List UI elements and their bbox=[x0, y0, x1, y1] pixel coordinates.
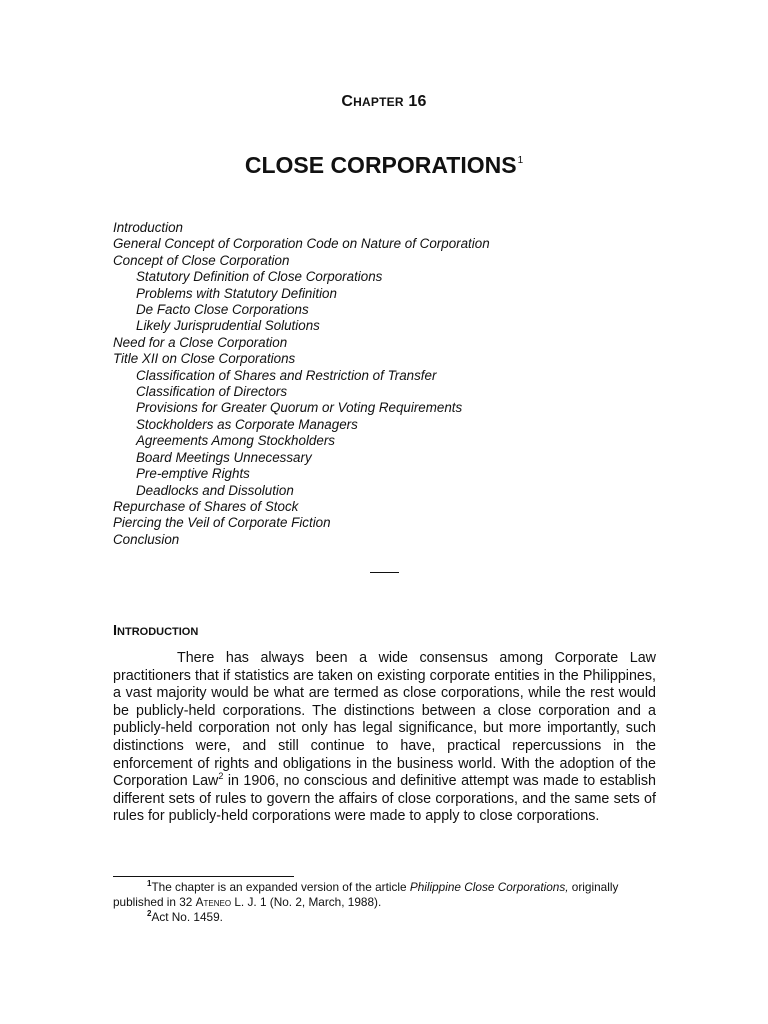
toc-entry: Need for a Close Corporation bbox=[113, 334, 288, 350]
intro-paragraph-part1: There has always been a wide consensus among Corporate Law practitioners that if statistics are taken on existing corporate entities in the Philippines, a vast majority would be what are termed as close corporations, while the rest would be publicly-held corporations. The distinctions between a close corporation and a publicly-held corporation not only has legal significance, but more importantly, such distinctions were, and still continue to have, practical repercussions in the enforcement of rights and obligations in the business world. With the adoption of the Corporation Law bbox=[113, 650, 656, 790]
section-divider bbox=[370, 572, 399, 573]
toc-entry: Likely Jurisprudential Solutions bbox=[136, 318, 320, 334]
section-heading-initial: I bbox=[113, 623, 118, 639]
footnote-1-text-c: L. J. 1 (No. 2, March, 1988). bbox=[231, 895, 382, 909]
toc-entry: Problems with Statutory Definition bbox=[136, 285, 337, 301]
toc-entry: Introduction bbox=[113, 220, 183, 235]
intro-paragraph bbox=[113, 650, 656, 826]
section-heading bbox=[113, 623, 198, 639]
footnote-rule bbox=[113, 876, 294, 877]
chapter-title-text: CLOSE CORPORATIONS bbox=[244, 152, 517, 178]
chapter-title bbox=[0, 152, 768, 179]
toc-entry: Conclusion bbox=[113, 531, 180, 547]
toc-entry: Provisions for Greater Quorum or Voting Requirements bbox=[136, 400, 463, 416]
toc-entry: Statutory Definition of Close Corporations bbox=[136, 269, 383, 285]
footnote-1-journal: Ateneo bbox=[195, 895, 232, 909]
toc-entry: Piercing the Veil of Corporate Fiction bbox=[113, 515, 331, 531]
footnote-1-article-title: Philippine Close Corporations, bbox=[409, 880, 569, 894]
footnote-1-text-b: originally published in 32 bbox=[113, 880, 619, 909]
table-of-contents bbox=[113, 220, 673, 548]
toc-entry: Classification of Shares and Restriction of Transfer bbox=[136, 367, 437, 383]
footnote-1 bbox=[113, 880, 656, 910]
footnotes bbox=[113, 880, 656, 925]
toc-entry: Agreements Among Stockholders bbox=[136, 433, 335, 449]
footnote-2-marker: 2 bbox=[147, 909, 152, 919]
footnote-1-text-a: The chapter is an expanded version of the article bbox=[151, 880, 410, 894]
chapter-number: 16 bbox=[408, 93, 427, 110]
chapter-label-initial: C bbox=[341, 93, 354, 110]
footnote-2-text: Act No. 1459. bbox=[151, 910, 223, 924]
toc-entry: Deadlocks and Dissolution bbox=[136, 482, 294, 498]
toc-entry: Classification of Directors bbox=[136, 384, 288, 400]
toc-entry: De Facto Close Corporations bbox=[136, 302, 309, 318]
toc-entry: Pre-emptive Rights bbox=[136, 466, 250, 482]
footnote-ref-2: 2 bbox=[218, 771, 224, 782]
chapter-label bbox=[0, 93, 768, 111]
toc-entry: General Concept of Corporation Code on Nature of Corporation bbox=[113, 236, 490, 252]
toc-entry: Repurchase of Shares of Stock bbox=[113, 498, 299, 514]
chapter-label-smallcaps: HAPTER bbox=[353, 95, 404, 109]
footnote-1-marker: 1 bbox=[147, 879, 152, 889]
footnote-2 bbox=[113, 910, 656, 925]
toc-entry: Board Meetings Unnecessary bbox=[136, 449, 312, 465]
chapter-title-footnote-ref: 1 bbox=[517, 155, 524, 166]
toc-entry: Concept of Close Corporation bbox=[113, 252, 290, 268]
section-heading-smallcaps: NTRODUCTION bbox=[117, 626, 199, 638]
toc-entry: Title XII on Close Corporations bbox=[113, 351, 296, 367]
toc-entry: Stockholders as Corporate Managers bbox=[136, 416, 358, 432]
intro-paragraph-part2: in 1906, no conscious and definitive attempt was made to establish different sets of rules to govern the affairs of close corporations, and the same sets of rules for publicly-held corporations were made to apply to close corporations. bbox=[113, 773, 657, 825]
